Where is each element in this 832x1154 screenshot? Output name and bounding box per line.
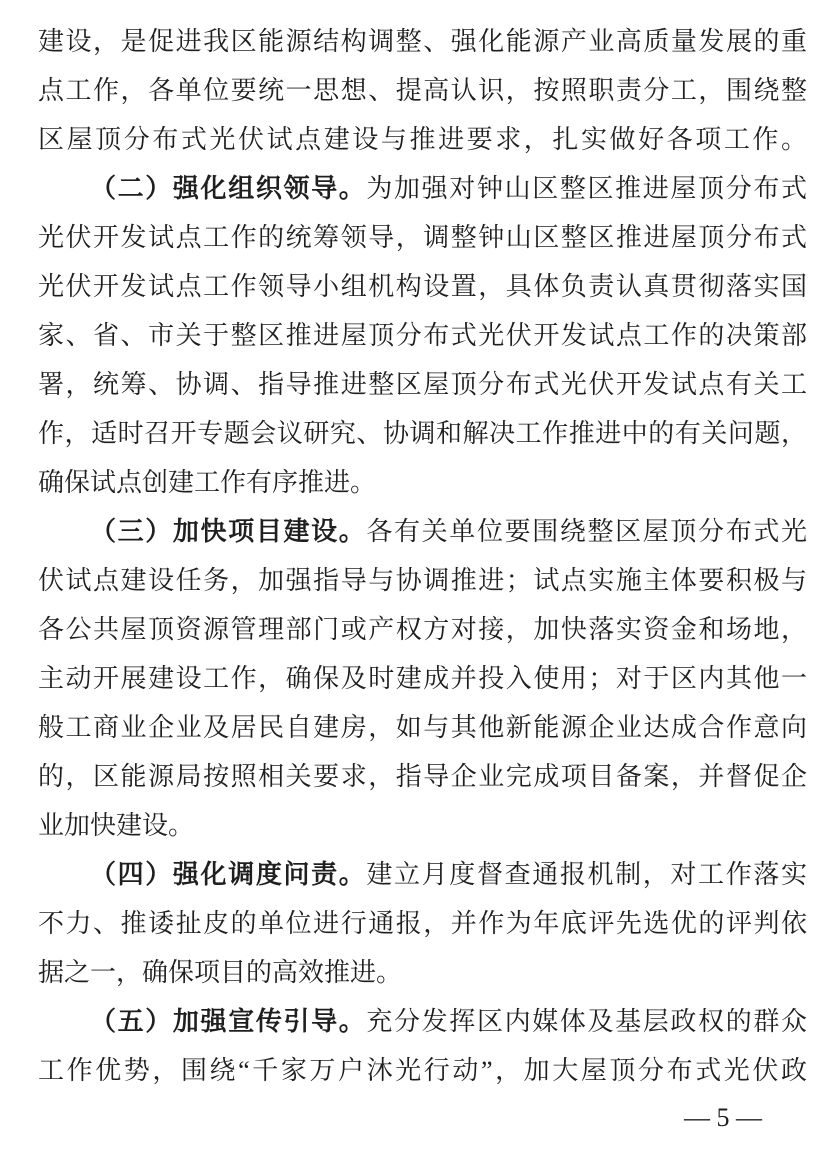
text-line xyxy=(38,997,807,1046)
paragraph-heading: （四）强化调度问责。 xyxy=(90,860,367,889)
page-number: — 5 — xyxy=(684,1103,762,1132)
text-line xyxy=(38,409,807,458)
paragraph-heading: （三）加快项目建设。 xyxy=(90,517,367,546)
line-text: 充分发挥区内媒体及基层政权的群众 xyxy=(366,1007,807,1036)
line-text: 般工商业企业及居民自建房，如与其他新能源企业达成合作意向 xyxy=(38,713,807,742)
text-line xyxy=(38,17,807,66)
text-line xyxy=(38,556,807,605)
text-line xyxy=(38,801,807,850)
paragraph-heading: （五）加强宣传引导。 xyxy=(90,1007,367,1036)
line-text: 建设，是促进我区能源结构调整、强化能源产业高质量发展的重 xyxy=(38,27,807,56)
line-text: 为加强对钟山区整区推进屋顶分布式 xyxy=(366,174,807,203)
line-text: 署，统筹、协调、指导推进整区屋顶分布式光伏开发试点有关工 xyxy=(38,370,807,399)
text-line xyxy=(38,1046,807,1095)
line-text: 作，适时召开专题会议研究、协调和解决工作推进中的有关问题， xyxy=(38,419,807,448)
line-text: 不力、推诿扯皮的单位进行通报，并作为年底评先选优的评判依 xyxy=(38,909,807,938)
line-text: 确保试点创建工作有序推进。 xyxy=(38,468,377,497)
text-line xyxy=(38,899,807,948)
line-text: 光伏开发试点工作领导小组机构设置，具体负责认真贯彻落实国 xyxy=(38,272,807,301)
text-line xyxy=(38,703,807,752)
text-line xyxy=(38,850,807,899)
line-text: 主动开展建设工作，确保及时建成并投入使用；对于区内其他一 xyxy=(38,664,807,693)
line-text: 工作优势，围绕“千家万户沐光行动”，加大屋顶分布式光伏政 xyxy=(38,1056,807,1085)
text-line xyxy=(38,948,807,997)
text-line xyxy=(38,213,807,262)
line-text: 区屋顶分布式光伏试点建设与推进要求，扎实做好各项工作。 xyxy=(38,125,807,154)
line-text: 各有关单位要围绕整区屋顶分布式光 xyxy=(366,517,807,546)
line-text: 光伏开发试点工作的统筹领导，调整钟山区整区推进屋顶分布式 xyxy=(38,223,807,252)
text-line xyxy=(38,752,807,801)
line-text: 各公共屋顶资源管理部门或产权方对接，加快落实资金和场地， xyxy=(38,615,807,644)
line-text: 业加快建设。 xyxy=(38,811,195,840)
line-text: 建立月度督查通报机制，对工作落实 xyxy=(366,860,807,889)
text-line xyxy=(38,605,807,654)
text-line xyxy=(38,66,807,115)
text-line xyxy=(38,654,807,703)
text-line xyxy=(38,311,807,360)
text-line xyxy=(38,360,807,409)
line-text: 点工作，各单位要统一思想、提高认识，按照职责分工，围绕整 xyxy=(38,76,807,105)
line-text: 据之一，确保项目的高效推进。 xyxy=(38,958,403,987)
paragraph-heading: （二）强化组织领导。 xyxy=(90,174,367,203)
text-column xyxy=(38,17,807,1095)
line-text: 的，区能源局按照相关要求，指导企业完成项目备案，并督促企 xyxy=(38,762,807,791)
line-text: 伏试点建设任务，加强指导与协调推进；试点实施主体要积极与 xyxy=(38,566,807,595)
text-line xyxy=(38,262,807,311)
text-line xyxy=(38,458,807,507)
text-line xyxy=(38,164,807,213)
text-line xyxy=(38,115,807,164)
text-line xyxy=(38,507,807,556)
line-text: 家、省、市关于整区推进屋顶分布式光伏开发试点工作的决策部 xyxy=(38,321,807,350)
